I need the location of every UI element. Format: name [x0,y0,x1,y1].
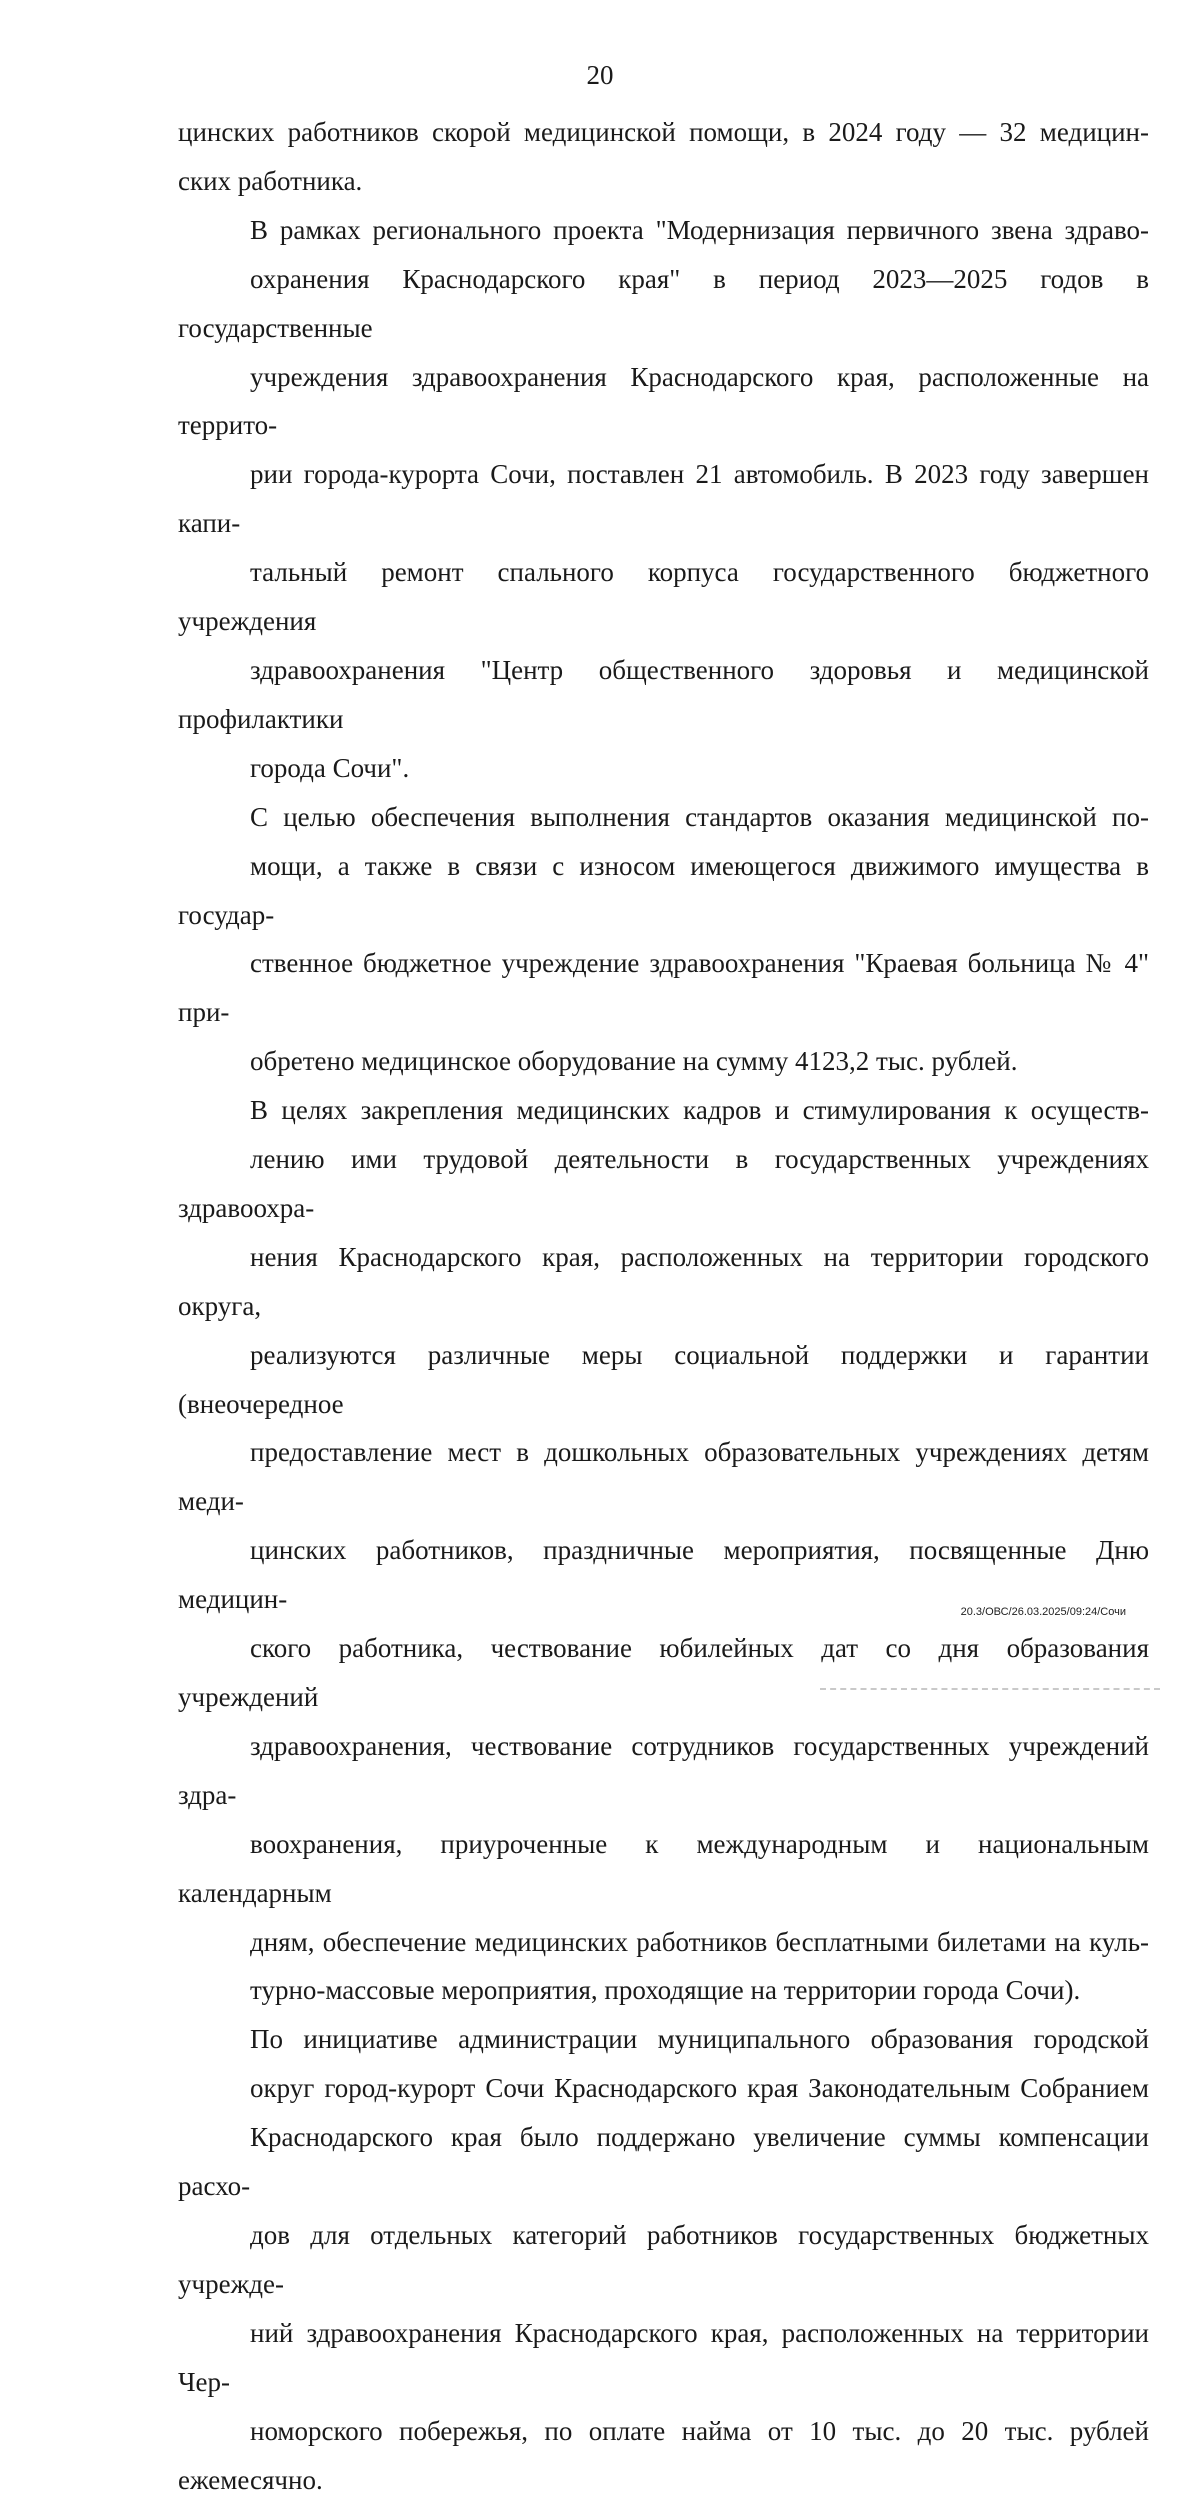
text-line: здравоохранения, чествование сотрудников государственных учреждений здра- [178,1730,1149,1810]
text-line: предоставление мест в дошкольных образовательных учреждениях детям меди- [178,1437,1149,1517]
text-line: ственное бюджетное учреждение здравоохранения "Краевая больница № 4" при- [178,948,1149,1028]
text-line: нения Краснодарского края, расположенных на территории городского округа, [178,1241,1149,1321]
text-line: турно-массовые мероприятия, проходящие на территории города Сочи). [250,1975,1081,2006]
scan-edge-dashes [820,1688,1160,1690]
page-number: 20 [586,60,614,90]
text-line: ского работника, чествование юбилейных дат со дня образования учреждений [178,1633,1149,1712]
text-line: тальный ремонт спального корпуса государственного бюджетного учреждения [178,557,1149,637]
text-line: дням, обеспечение медицинских работников бесплатными билетами на куль- [250,1926,1149,1957]
text-line: реализуются различные меры социальной поддержки и гарантии (внеочередное [178,1339,1149,1419]
text-line: воохранения, приуроченные к международным и национальным календарным [178,1828,1149,1908]
text-line: В рамках регионального проекта "Модернизация первичного звена здраво- [250,214,1149,245]
text-line: мощи, а также в связи с износом имеющегося движимого имущества в государ- [178,850,1149,930]
text-line: По инициативе администрации муниципального образования городской [250,2024,1149,2055]
text-line: номорского побережья, по оплате найма от 10 тыс. до 20 тыс. рублей ежемесячно. [178,2415,1149,2495]
text-line: обретено медицинское оборудование на сумму 4123,2 тыс. рублей. [250,1046,1018,1077]
paragraph [178,108,1149,206]
text-line: лению ими трудовой деятельности в государственных учреждениях здравоохра- [178,1144,1149,1223]
document-registration-code: 20.3/ОВС/26.03.2025/09:24/Сочи [960,1606,1126,1618]
text-line: В целях закрепления медицинских кадров и стимулирования к осуществ- [250,1095,1149,1126]
paragraph [178,1086,1149,2015]
text-line: дов для отдельных категорий работников государственных бюджетных учрежде- [178,2219,1149,2299]
text-line: округ город-курорт Сочи Краснодарского края Законодательным Собранием [250,2073,1149,2104]
text-line: цинских работников скорой медицинской помощи, в 2024 году — 32 медицин- [178,117,1149,147]
paragraph [178,2015,1149,2504]
text-line: рии города-курорта Сочи, поставлен 21 автомобиль. В 2023 году завершен капи- [178,459,1149,539]
paragraph [178,206,1149,793]
text-line: С целью обеспечения выполнения стандартов оказания медицинской по- [250,801,1149,832]
text-line: охранения Краснодарского края" в период 2023—2025 годов в государственные [178,263,1149,343]
document-body [178,108,1149,2504]
text-line: ний здравоохранения Краснодарского края, расположенных на территории Чер- [178,2317,1149,2397]
text-line: цинских работников, праздничные мероприятия, посвященные Дню медицин- [178,1535,1149,1615]
text-line: учреждения здравоохранения Краснодарского края, расположенные на террито- [178,361,1149,441]
text-line: здравоохранения "Центр общественного здоровья и медицинской профилактики [178,654,1149,734]
text-line: города Сочи". [250,752,410,783]
text-line: ских работника. [178,165,363,196]
text-line: Краснодарского края было поддержано увеличение суммы компенсации расхо- [178,2122,1149,2202]
paragraph [178,793,1149,1086]
